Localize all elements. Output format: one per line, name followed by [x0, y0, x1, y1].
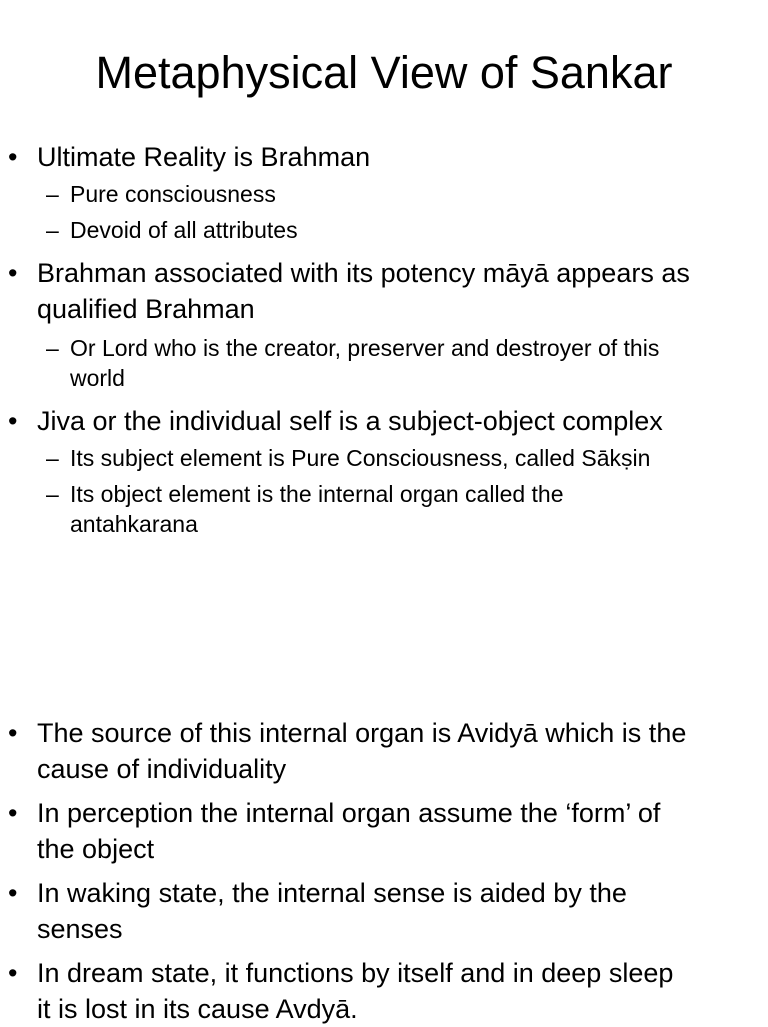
bullet-text: Jiva or the individual self is a subject-object complex	[37, 406, 663, 436]
slide-title: Metaphysical View of Sankar	[95, 47, 673, 98]
bullet-item	[0, 255, 765, 327]
sub-bullet-text-line: Or Lord who is the creator, preserver and destroyer of this	[70, 335, 660, 361]
dash-glyph: –	[46, 181, 59, 207]
bullet-text-line: the object	[37, 834, 155, 864]
sub-bullet-text: Pure consciousness	[70, 181, 276, 207]
dash-glyph: –	[46, 217, 59, 243]
bullet-item	[0, 795, 765, 867]
sub-bullet-item	[0, 479, 740, 539]
bullet-item	[0, 403, 765, 439]
bullet-item	[0, 715, 765, 787]
bullet-glyph: •	[8, 798, 18, 828]
bullet-text: Ultimate Reality is Brahman	[37, 142, 371, 172]
bullet-list-top	[0, 139, 768, 539]
sub-bullet-item	[0, 333, 740, 393]
bullet-glyph: •	[8, 958, 18, 988]
sub-bullet-item	[0, 215, 740, 245]
bullet-text-line: senses	[37, 914, 123, 944]
sub-bullet-text: Its subject element is Pure Consciousness, called Sākṣin	[70, 445, 651, 471]
bullet-text-line: cause of individuality	[37, 754, 287, 784]
sub-bullet-item	[0, 179, 740, 209]
bullet-text-line: Brahman associated with its potency māyā appears as	[37, 258, 690, 288]
bullet-text-line: The source of this internal organ is Avidyā which is the	[37, 718, 687, 748]
bullet-item	[0, 139, 765, 175]
bullet-text-line: In waking state, the internal sense is aided by the	[37, 878, 627, 908]
bullet-glyph: •	[8, 718, 18, 748]
bullet-list-bottom	[0, 715, 768, 1027]
bullet-glyph: •	[8, 258, 18, 288]
bullet-glyph: •	[8, 142, 18, 172]
sub-bullet-text-line: antahkarana	[70, 511, 198, 537]
sub-bullet-text-line: world	[70, 365, 125, 391]
dash-glyph: –	[46, 335, 59, 361]
sub-bullet-text-line: Its object element is the internal organ called the	[70, 481, 564, 507]
bullet-item	[0, 875, 765, 947]
sub-bullet-text: Devoid of all attributes	[70, 217, 298, 243]
bullet-item	[0, 955, 765, 1027]
dash-glyph: –	[46, 445, 59, 471]
bullet-glyph: •	[8, 878, 18, 908]
bullet-text-line: it is lost in its cause Avdyā.	[37, 994, 358, 1024]
dash-glyph: –	[46, 481, 59, 507]
sub-bullet-item	[0, 443, 740, 473]
bullet-text-line: In dream state, it functions by itself and in deep sleep	[37, 958, 674, 988]
bullet-glyph: •	[8, 406, 18, 436]
bullet-text-line: qualified Brahman	[37, 294, 255, 324]
bullet-text-line: In perception the internal organ assume the ‘form’ of	[37, 798, 661, 828]
